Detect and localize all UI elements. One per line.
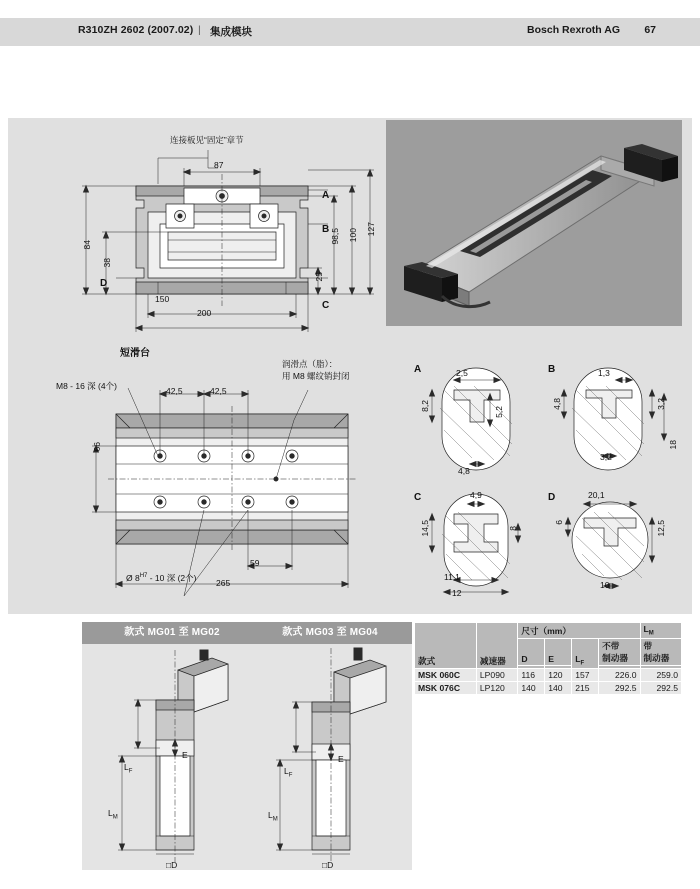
detail-a-dim-5-2: 5,2	[494, 406, 504, 418]
variant-a-lm-label	[108, 808, 118, 821]
th-dims-group: 尺寸（mm）	[518, 623, 640, 639]
table-header-row-1	[415, 623, 682, 639]
detail-b-dim-18: 18	[668, 440, 678, 450]
lm-sub-b: M	[272, 816, 278, 823]
variant-a-lf-label	[124, 762, 132, 775]
variant-b-lf-label	[284, 766, 292, 779]
dim-84: 84	[82, 240, 92, 250]
product-photo-render	[386, 120, 682, 326]
cell-model: MSK 076C	[415, 681, 477, 694]
variant-b-caption: 款式 MG03 至 MG04	[248, 622, 412, 644]
lm-sub: M	[112, 814, 118, 821]
th-lm-sub: M	[648, 630, 654, 637]
variant-a-caption: 款式 MG01 至 MG02	[82, 622, 262, 644]
detail-a-label: A	[414, 364, 422, 375]
detail-d-dim-10: 10	[600, 580, 610, 590]
detail-b-dim-4-8: 4,8	[552, 398, 562, 410]
dim-42-5-right: 42,5	[210, 386, 227, 396]
cell-lf: 215	[572, 681, 599, 694]
dim-25: 25	[314, 272, 324, 282]
detail-a-dim-8-2: 8,2	[420, 400, 430, 412]
document-code: R310ZH 2602 (2007.02)	[78, 24, 194, 36]
lf-sub-b: F	[288, 772, 293, 779]
section-mark-a: A	[322, 190, 330, 201]
detail-a-dim-4-8: 4,8	[458, 466, 470, 476]
lm-letter-b: L	[268, 810, 273, 820]
dim-200: 200	[197, 308, 212, 318]
th-d: D	[518, 638, 545, 665]
detail-c-dim-12: 12	[452, 588, 462, 598]
dimension-table-element	[414, 622, 682, 695]
detail-d-label: D	[548, 492, 556, 503]
cell-e: 140	[545, 681, 572, 694]
top-view-svg	[8, 360, 388, 620]
detail-d-dim-12-5: 12,5	[656, 520, 666, 537]
dim-59: 59	[250, 558, 260, 568]
detail-a-svg	[414, 360, 544, 490]
detail-c-dim-11-1: 11,1	[444, 572, 460, 582]
cell-gearbox: LP120	[476, 681, 517, 694]
dim-38: 38	[102, 258, 112, 268]
note-lube-1: 润滑点（脂）：	[282, 359, 338, 369]
dimension-table	[414, 622, 682, 695]
table-row	[415, 681, 682, 694]
detail-d-svg	[548, 488, 678, 608]
module-title: 集成模块	[210, 26, 252, 38]
th-lf-letter: L	[575, 654, 581, 664]
dim-98-5: 98,5	[330, 228, 340, 245]
d-letter: D	[171, 860, 178, 870]
table-head	[415, 623, 682, 669]
variant-b-lm-label	[268, 810, 278, 823]
variant-a-svg	[82, 644, 262, 870]
section-mark-b: B	[322, 224, 330, 235]
dim-150: 150	[155, 294, 170, 304]
variant-b-e-label: E	[338, 754, 344, 764]
detail-c-label: C	[414, 492, 422, 503]
detail-c-svg	[414, 488, 544, 608]
detail-b-dim-1-3: 1,3	[598, 368, 610, 378]
note-lube-2: 用 M8 螺纹销封闭	[282, 371, 350, 381]
variant-a-e-label: E	[182, 750, 188, 760]
th-model: 款式	[415, 623, 477, 669]
th-e: E	[545, 638, 572, 665]
table-row	[415, 668, 682, 681]
variant-a-d-label: □D	[166, 860, 178, 870]
detail-d-dim-6: 6	[554, 520, 564, 525]
header-separator: |	[198, 24, 201, 36]
detail-c-dim-8: 8	[508, 526, 518, 531]
cell-d: 116	[518, 668, 545, 681]
lm-letter: L	[108, 808, 113, 818]
cell-d: 140	[518, 681, 545, 694]
dim-265: 265	[216, 578, 231, 588]
dim-127: 127	[366, 222, 376, 237]
section-mark-d: D	[100, 278, 108, 289]
page-header	[0, 18, 700, 46]
variant-b-svg	[248, 644, 412, 870]
d-letter-b: D	[327, 860, 334, 870]
th-lm-letter: L	[643, 624, 649, 634]
cell-lm-without: 292.5	[599, 681, 640, 694]
detail-b-dim-3-2-top: 3,2	[656, 398, 666, 410]
dim-87: 87	[214, 160, 224, 170]
detail-c-dim-4-9: 4,9	[470, 490, 482, 500]
page-number: 67	[644, 24, 656, 36]
detail-c-dim-14-5: 14,5	[420, 520, 430, 537]
lf-letter: L	[124, 762, 129, 772]
cell-model: MSK 060C	[415, 668, 477, 681]
cell-lf: 157	[572, 668, 599, 681]
cell-lm-without: 226.0	[599, 668, 640, 681]
variant-mg03-mg04	[248, 622, 412, 870]
table-body	[415, 668, 682, 694]
product-photo	[386, 120, 682, 326]
th-gearbox: 减速器	[476, 623, 517, 669]
detail-b-svg	[548, 360, 678, 490]
th-lm-group	[640, 623, 681, 639]
th-lf-sub: F	[580, 660, 585, 667]
dim-100: 100	[348, 228, 358, 243]
cell-lm-with: 292.5	[640, 681, 681, 694]
dim-66: 66	[92, 442, 102, 452]
note-thread: M8 - 16 深 (4个)	[56, 381, 117, 391]
detail-d-dim-20-1: 20,1	[588, 490, 605, 500]
note-bore: Ø $8^{H7} - 10$ 深 (2个)	[126, 573, 197, 583]
variant-mg01-mg02	[82, 622, 262, 870]
lf-sub: F	[128, 768, 133, 775]
detail-b-label: B	[548, 364, 556, 375]
th-with-brake: 带 制动器	[640, 638, 681, 665]
th-lf	[572, 638, 599, 668]
variant-b-d-label: □D	[322, 860, 334, 870]
th-without-brake: 不带 制动器	[599, 638, 640, 665]
section-mark-c: C	[322, 300, 330, 311]
cell-e: 120	[545, 668, 572, 681]
dim-42-5-left: 42,5	[166, 386, 183, 396]
lf-letter-b: L	[284, 766, 289, 776]
detail-b-dim-3-2-bottom: 3,2	[600, 452, 612, 462]
short-carriage-title: 短滑台	[120, 348, 150, 359]
cell-lm-with: 259.0	[640, 668, 681, 681]
detail-a-dim-2-5: 2,5	[456, 368, 468, 378]
brand-name: Bosch Rexroth AG	[527, 24, 620, 36]
note-connection-plate: 连接板见“固定”章节	[170, 135, 244, 145]
cell-gearbox: LP090	[476, 668, 517, 681]
